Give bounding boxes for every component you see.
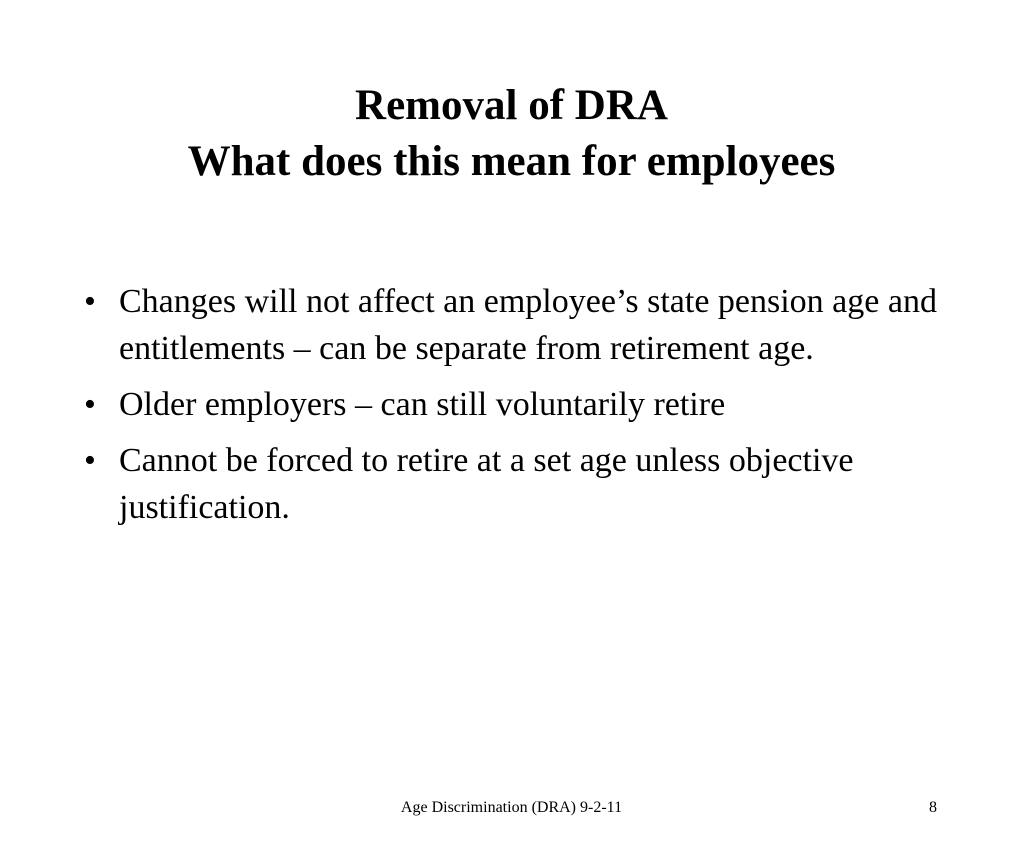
bullet-text: Older employers – can still voluntarily retire	[119, 386, 726, 423]
bullet-text: Changes will not affect an employee’s state pension age and entitlements – can be separate from retirement age.	[119, 283, 937, 367]
bullet-item	[84, 278, 964, 372]
bullet-symbol: •	[84, 442, 96, 479]
bullet-symbol: •	[84, 283, 96, 320]
bullet-symbol: •	[84, 386, 96, 423]
slide-title	[0, 78, 1023, 190]
bullet-list	[84, 278, 964, 540]
title-line-1: Removal of DRA	[355, 82, 668, 129]
footer-text: Age Discrimination (DRA) 9-2-11	[400, 799, 623, 816]
page-number: 8	[929, 799, 937, 816]
bullet-item	[84, 437, 964, 531]
title-line-2: What does this mean for employees	[187, 138, 836, 185]
bullet-item	[84, 381, 964, 428]
bullet-text: Cannot be forced to retire at a set age unless objective justification.	[119, 442, 854, 526]
